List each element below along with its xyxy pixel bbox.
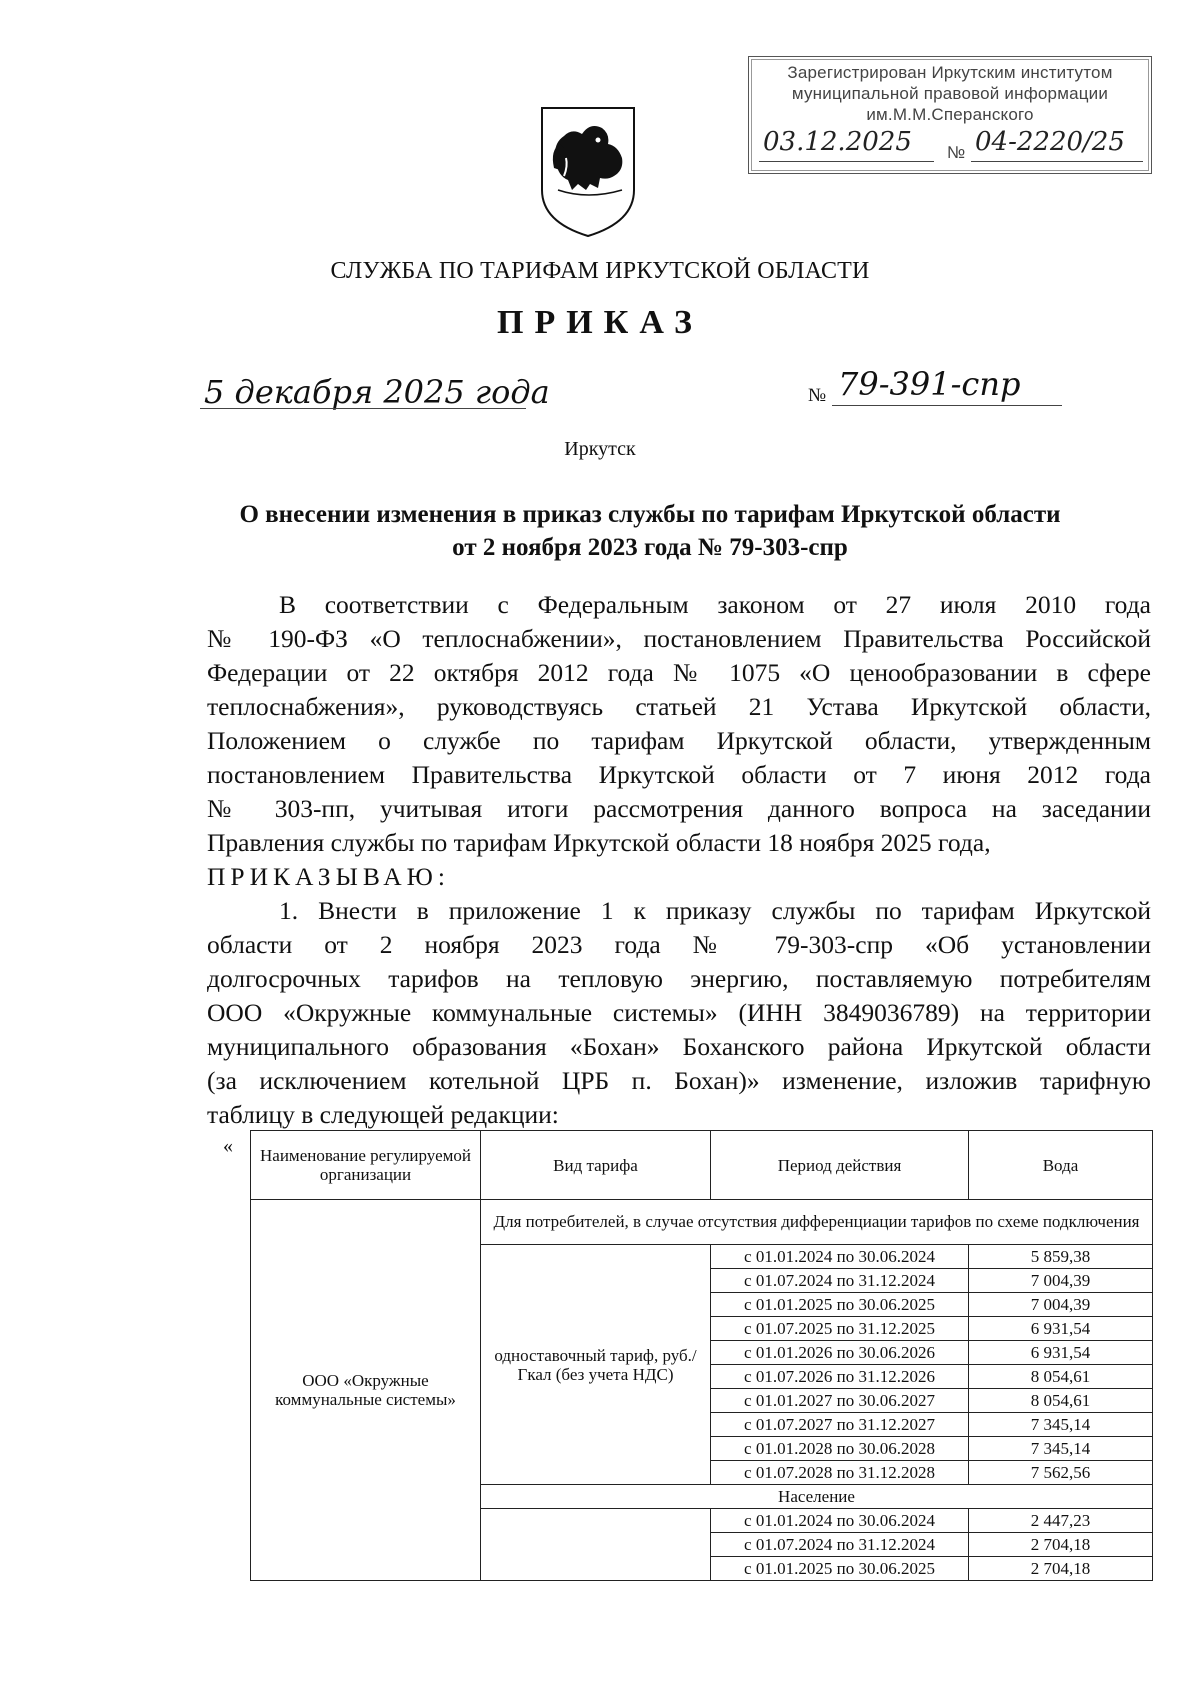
value-cell: 7 345,14 (969, 1437, 1153, 1461)
value-cell: 6 931,54 (969, 1341, 1153, 1365)
period-cell: с 01.01.2027 по 30.06.2027 (711, 1389, 969, 1413)
preamble-line: В соответствии с Федеральным законом от 27 июля 2010 года (279, 590, 1151, 619)
preamble-line: Правления службы по тарифам Иркутской области 18 ноября 2025 года, (207, 828, 991, 857)
tariff-table (250, 1130, 1153, 1581)
order-heading (180, 498, 1120, 564)
value-cell: 5 859,38 (969, 1245, 1153, 1269)
tariff-type-cell: одноставочный тариф, руб./Гкал (без учета НДС) (481, 1245, 711, 1485)
period-cell: с 01.07.2028 по 31.12.2028 (711, 1461, 969, 1485)
preamble-line: теплоснабжения», руководствуясь статьей 21 Устава Иркутской области, (207, 692, 1151, 721)
value-cell: 6 931,54 (969, 1317, 1153, 1341)
period-cell: с 01.01.2025 по 30.06.2025 (711, 1293, 969, 1317)
header-tariff-type: Вид тарифа (481, 1131, 711, 1200)
value-cell: 7 345,14 (969, 1413, 1153, 1437)
document-title: ПРИКАЗ (497, 304, 703, 341)
preamble-paragraph (207, 588, 1151, 894)
value-cell: 8 054,61 (969, 1365, 1153, 1389)
item-line: области от 2 ноября 2023 года № 79-303-спр «Об установлении (207, 930, 1151, 959)
section-population: Население (481, 1485, 1153, 1509)
item-line: (за исключением котельной ЦРБ п. Бохан)» изменение, изложив тарифную (207, 1066, 1151, 1095)
period-cell: с 01.07.2025 по 31.12.2025 (711, 1317, 969, 1341)
table-open-quote: « (223, 1135, 233, 1157)
order-date: 5 декабря 2025 года (204, 373, 550, 411)
preamble-line: № 303-пп, учитывая итоги рассмотрения данного вопроса на заседании (207, 794, 1151, 823)
preamble-line: постановлением Правительства Иркутской области от 7 июня 2012 года (207, 760, 1151, 789)
preamble-line: Положением о службе по тарифам Иркутской области, утвержденным (207, 726, 1151, 755)
stamp-number-underline (971, 161, 1143, 162)
order-number-underline (832, 405, 1062, 406)
order-number-sign: № (808, 385, 827, 406)
stamp-number-sign: № (947, 143, 966, 162)
stamp-line-1: Зарегистрирован Иркутским институтом (787, 63, 1113, 82)
heading-line-1: О внесении изменения в приказ службы по тарифам Иркутской области (239, 501, 1061, 528)
table-section-row (251, 1200, 1153, 1245)
organization-name: СЛУЖБА ПО ТАРИФАМ ИРКУТСКОЙ ОБЛАСТИ (330, 258, 870, 284)
stamp-number: 04-2220/25 (975, 127, 1125, 157)
period-cell: с 01.01.2024 по 30.06.2024 (711, 1509, 969, 1533)
value-cell: 2 704,18 (969, 1557, 1153, 1581)
header-period: Период действия (711, 1131, 969, 1200)
value-cell: 2 704,18 (969, 1533, 1153, 1557)
table-header-row (251, 1131, 1153, 1200)
order-date-underline (200, 408, 526, 409)
value-cell: 8 054,61 (969, 1389, 1153, 1413)
period-cell: с 01.01.2025 по 30.06.2025 (711, 1557, 969, 1581)
period-cell: с 01.01.2028 по 30.06.2028 (711, 1437, 969, 1461)
preamble-line: № 190-ФЗ «О теплоснабжении», постановлением Правительства Российской (207, 624, 1151, 653)
period-cell: с 01.07.2024 по 31.12.2024 (711, 1269, 969, 1293)
period-cell: с 01.01.2024 по 30.06.2024 (711, 1245, 969, 1269)
preamble-line: Федерации от 22 октября 2012 года № 1075 «О ценообразовании в сфере (207, 658, 1151, 687)
item-line: таблицу в следующей редакции: (207, 1100, 559, 1129)
period-cell: с 01.07.2027 по 31.12.2027 (711, 1413, 969, 1437)
item-line: долгосрочных тарифов на тепловую энергию, поставляемую потребителям (207, 964, 1151, 993)
heading-line-2: от 2 ноября 2023 года № 79-303-спр (452, 534, 848, 561)
tariff-type-cell-empty (481, 1509, 711, 1581)
value-cell: 7 004,39 (969, 1269, 1153, 1293)
order-number: 79-391-спр (838, 365, 1021, 403)
item-line: 1. Внести в приложение 1 к приказу службы по тарифам Иркутской (279, 896, 1151, 925)
stamp-line-2: муниципальной правовой информации (791, 84, 1109, 103)
value-cell: 7 004,39 (969, 1293, 1153, 1317)
item-line: муниципального образования «Бохан» Боханского района Иркутской области (207, 1032, 1151, 1061)
item-line: ООО «Окружные коммунальные системы» (ИНН 3849036789) на территории (207, 998, 1151, 1027)
value-cell: 2 447,23 (969, 1509, 1153, 1533)
organization-cell: ООО «Окружные коммунальные системы» (251, 1200, 481, 1581)
header-organization: Наименование регулируемой организации (251, 1131, 481, 1200)
header-water: Вода (969, 1131, 1153, 1200)
order-word: ПРИКАЗЫВАЮ: (207, 862, 450, 891)
coat-of-arms-icon (538, 104, 638, 240)
stamp-date-underline (759, 161, 934, 162)
value-cell: 7 562,56 (969, 1461, 1153, 1485)
period-cell: с 01.07.2026 по 31.12.2026 (711, 1365, 969, 1389)
stamp-date: 03.12.2025 (763, 127, 912, 157)
stamp-line-3: им.М.М.Сперанского (866, 105, 1034, 124)
section-consumers: Для потребителей, в случае отсутствия дифференциации тарифов по схеме подключения (481, 1200, 1153, 1245)
registration-stamp (748, 56, 1152, 174)
period-cell: с 01.01.2026 по 30.06.2026 (711, 1341, 969, 1365)
item-1-paragraph (207, 894, 1151, 1132)
period-cell: с 01.07.2024 по 31.12.2024 (711, 1533, 969, 1557)
city: Иркутск (564, 438, 636, 460)
